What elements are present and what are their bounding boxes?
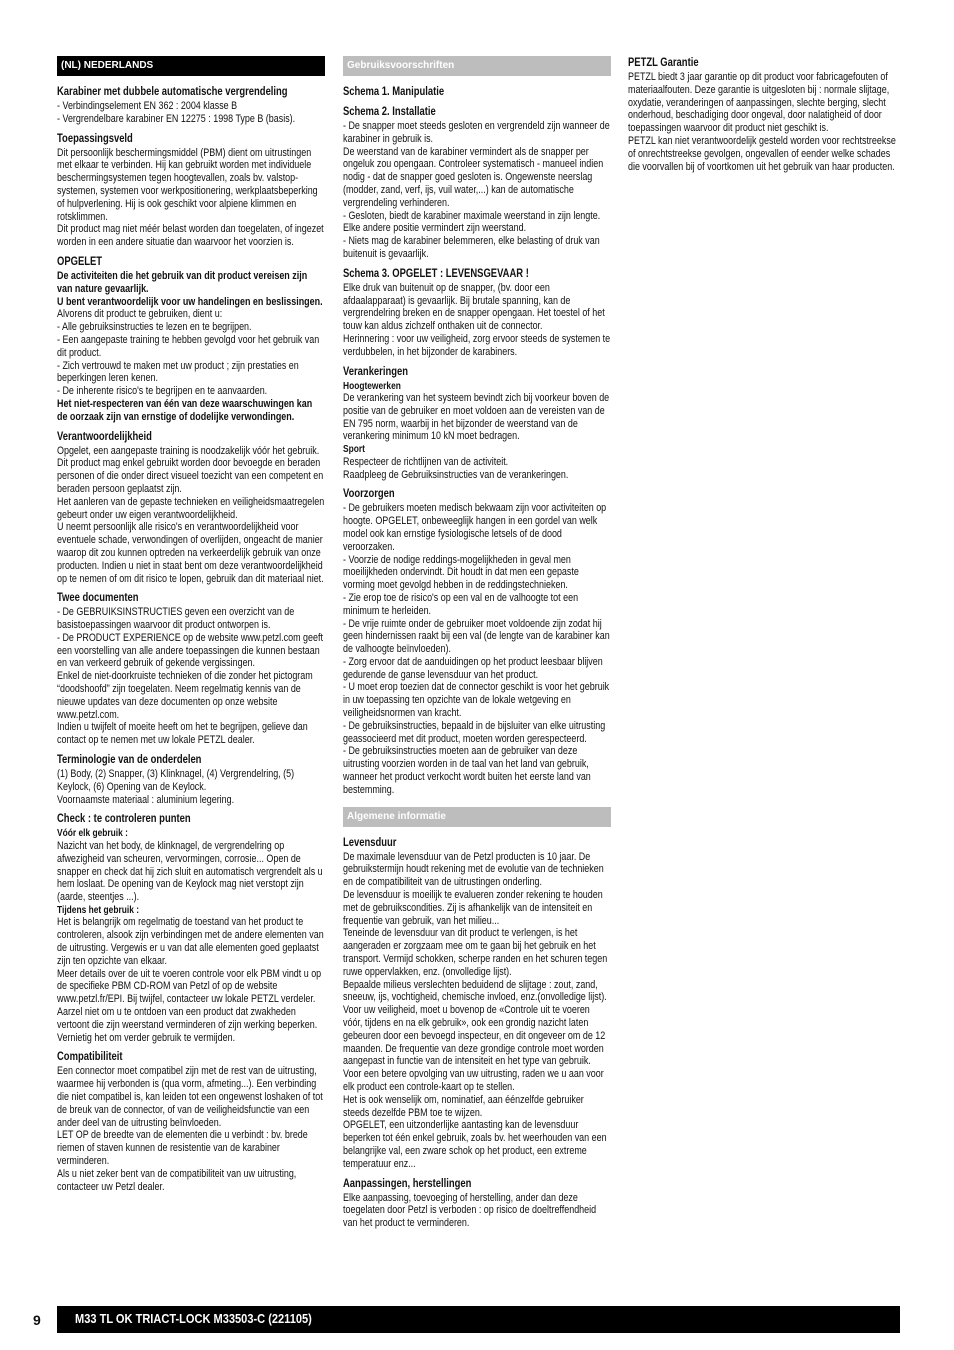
section-schema-1: [343, 85, 611, 99]
section-body: - Verbindingselement EN 362 : 2004 klasse B - Vergrendelbare karabiner EN 12275 : 1998 Type B (basis).: [57, 100, 296, 125]
section-terminologie: [57, 753, 325, 806]
section-title: Verantwoordelijkheid: [57, 430, 152, 443]
section-title: Schema 2. Installatie: [343, 106, 436, 118]
section-body: Alvorens dit product te gebruiken, dient u: - Alle gebruiksinstructies te lezen en te begrijpen. - Een aangepaste training te hebben gevolgd voor het gebruik van dit product. - Zich vertrouwd te maken met uw product ; zijn prestaties en beperkingen leren kenen. - De inherente risico's te begrijpen en te aanvaarden.: [57, 308, 320, 398]
section-title: PETZL Garantie: [628, 57, 699, 69]
page-number: 9: [33, 1312, 41, 1328]
section-body: PETZL biedt 3 jaar garantie op dit product voor fabricagefouten of materiaalfouten. Deze garantie is uitgesloten bij : normale slijtage, oxydatie, veranderingen of aanpassingen, slechte berging, slecht onderhoud, beschadiging door ongeval, door nalatigheid of door toepassingen waarvoor dit product niet geschikt is. PETZL kan niet verantwoordelijk gesteld worden voor rechtstreekse of onrechtstreekse gevolgen, ongevallen of eender welke schades die voorvallen bij of voortkomen uit het gebruik van haar producten.: [628, 71, 896, 173]
warning-text: Het niet-respecteren van één van deze waarschuwingen kan de oorzaak zijn van ernstige of dodelijke verwondingen.: [57, 397, 313, 423]
section-band-algemene-informatie: Algemene informatie: [343, 807, 611, 827]
section-body: Elke aanpassing, toevoeging of herstelling, ander dan deze toegelaten door Petzl is verboden : op risico de doeltreffendheid van het product te verminderen.: [343, 1191, 597, 1230]
section-title: OPGELET: [57, 255, 103, 268]
section-body: - De snapper moet steeds gesloten en vergrendeld zijn wanneer de karabiner in gebruik is. De weerstand van de karabiner vermindert als de snapper per ongeluk zou opengaan. Controleer systematisch - manueel indien nodig - dat de snapper goed gesloten is. Ongewenste neerslag (modder, zand, verf, ijs, vuil water,...) kan de automatische vergrendeling verhinderen. - Gesloten, biedt de karabiner maximale weerstand in zijn lengte. Elke andere positie vermindert zijn weerstand. - Niets mag de karabiner belemmeren, elke belasting of druk van buitenuit is gevaarlijk.: [343, 120, 610, 260]
subsection-title: Hoogtewerken: [343, 379, 401, 392]
warning-text: De activiteiten die het gebruik van dit product vereisen zijn van nature gevaarlijk.: [57, 269, 308, 295]
warning-text: U bent verantwoordelijk voor uw handelingen en beslissingen.: [57, 295, 323, 308]
section-body: Opgelet, een aangepaste training is noodzakelijk vóór het gebruik. Dit product mag enkel gebruikt worden door bevoegde en beraden personen of die onder direct visueel toezicht van een competent en beraden persoon geplaatst zijn. Het aanleren van de gepaste technieken en veiligheidsmaatregelen gebeurt onder uw eigen verantwoordelijkheid. U neemt persoonlijk alle risico's en verantwoordelijkheid voor eventuele schade, verwondingen of overlijden, ongeacht de manier waarop dit zou kunnen optreden na verkeerdelijk gebruik van onze producten. Indien u niet in staat bent om deze verantwoordelijkheid op te nemen of om dit risico te lopen, gebruik dan dit materiaal niet.: [57, 444, 325, 585]
section-compatibiliteit: [57, 1050, 325, 1193]
section-verankeringen: [343, 365, 611, 482]
section-title: Check : te controleren punten: [57, 813, 191, 826]
section-body: - De gebruikers moeten medisch bekwaam zijn voor activiteiten op hoogte. OPGELET, onbeweeglijk hangen in een gordel van welk model ook kan ernstige fysiologische letsels of de dood veroorzaken. - Voorzie de nodige reddings-mogelijkheden in geval men moeilijkheden ondervindt. Dit houdt in dat men een gepaste vorming moet gevolgd hebben in de reddingstechnieken. - Zie erop toe de risico's op een val en de valhoogte tot een minimum te herleiden. - De vrije ruimte onder de gebruiker moet voldoende zijn zodat hij geen hindernissen raakt bij een val (de lengte van de karabiner kan de valhoogte beïnvloeden). - Zorg ervoor dat de aanduidingen op het product leesbaar blijven gedurende de ganse levensduur van het product. - U moet erop toezien dat de connector geschikt is voor het gebruik in uw toepassing ten opzichte van de lokale wetgeving en veiligheidsnormen van kracht. - De gebruiksinstructies, bepaald in de bijsluiter van elke uitrusting geassocieerd met dit product, moeten worden gerespecteerd. - De gebruiksinstructies moeten aan de gebruiker van deze uitrusting voorzien worden in de taal van het land van gebruik, wanneer het product verkocht wordt buiten het eerste land van bestemming.: [343, 502, 610, 796]
section-title: Aanpassingen, herstellingen: [343, 1177, 472, 1190]
section-levensduur: [343, 836, 611, 1171]
section-garantie: [628, 56, 896, 173]
section-body: - De GEBRUIKSINSTRUCTIES geven een overzicht van de basistoepassingen waarvoor dit product ontworpen is. - De PRODUCT EXPERIENCE op de website www.petzl.com geeft een voorstelling van alle andere toepassingen die kunnen bestaan en van verkeerd gebruik of gekende vergissingen. Enkel de niet-doorkruiste technieken of die zonder het pictogram “doodshoofd” zijn toegelaten. Neem regelmatig kennis van de nieuwe updates van deze documenten op onze website www.petzl.com. Indien u twijfelt of moeite heeft om het te begrijpen, gelieve dan contact op te nemen met uw lokale PETZL dealer.: [57, 606, 323, 747]
section-title: Karabiner met dubbele automatische vergrendeling: [57, 86, 288, 98]
subsection-title: Vóór elk gebruik :: [57, 827, 128, 840]
section-opgelet: [57, 255, 325, 424]
section-title: Levensduur: [343, 836, 397, 849]
section-body: (1) Body, (2) Snapper, (3) Klinknagel, (4) Vergrendelring, (5) Keylock, (6) Opening van de Keylock. Voornaamste materiaal : aluminium legering.: [57, 768, 295, 806]
section-karabiner: [57, 85, 325, 126]
section-body: De verankering van het systeem bevindt zich bij voorkeur boven de positie van de gebruiker en moet voldoen aan de vereisten van de EN 795 norm, waarbij in het bijzonder de weerstand van de verankering minimum 10 kN moet bedragen.: [343, 392, 610, 443]
section-title: Compatibiliteit: [57, 1051, 123, 1064]
section-title: Terminologie van de onderdelen: [57, 754, 202, 767]
section-title: Schema 3. OPGELET : LEVENSGEVAAR !: [343, 267, 529, 280]
column-3: [628, 56, 896, 179]
section-band-language: (NL) NEDERLANDS: [57, 56, 325, 76]
section-body: Respecteer de richtlijnen van de activiteit. Raadpleeg de Gebruiksinstructies van de verankeringen.: [343, 455, 569, 481]
section-schema-2: [343, 105, 611, 261]
subsection-title: Tijdens het gebruik :: [57, 903, 139, 916]
section-aanpassingen: [343, 1177, 611, 1230]
column-1: [57, 56, 325, 1199]
section-title: Twee documenten: [57, 592, 139, 605]
section-body: De maximale levensduur van de Petzl producten is 10 jaar. De gebruikstermijn houdt rekening met de evolutie van de technieken en de compatibiliteit van de uitrustingen onderling. De levensduur is moeilijk te evalueren zonder rekening te houden met de gebruikscondities. Zij is afhankelijk van de intensiteit en frequentie van gebruik, van het milieu... Teneinde de levensduur van dit product te verlengen, is het aangeraden er zorgzaam mee om te gaan bij het gebruik en het transport. Vermijd schokken, scherpe randen en het schuren tegen ruwe oppervlakken, enz. (onvolledige lijst). Bepaalde milieus verslechten beduidend de slijtage : zout, zand, sneeuw, ijs, vochtigheid, chemische invloed, enz.(onvolledige lijst). Voor uw veiligheid, moet u bovenop de «Controle uit te voeren vóór, tijdens en na elk gebruik», ook een grondig nazicht laten gebeuren door een bevoegd inspecteur, en dit ongeveer om de 12 maanden. De frequentie van deze grondige controle moet worden aangepast in functie van de intensiteit en het type van gebruik. Voor een betere opvolging van uw uitrusting, raden we u aan voor elk product een controle-kaart op te stellen. Het is ook wenselijk om, nominatief, aan éénzelfde gebruiker steeds dezelfde PBM toe te wijzen. OPGELET, een uitzonderlijke aantasting kan de levensduur beperken tot één enkel gebruik, zoals bv. het weerhouden van een belangrijke val, een zware schok op het product, een extreme temperatuur enz...: [343, 850, 608, 1170]
section-check: [57, 812, 325, 1044]
section-twee-documenten: [57, 591, 325, 747]
section-body: Het is belangrijk om regelmatig de toestand van het product te controleren, alsook zijn verbindingen met de andere elementen van de uitrusting. Vergewis er u van dat alle elementen goed geplaatst zijn ten opzichte van elkaar. Meer details over de uit te voeren controle voor elk PBM vindt u op de specifieke PBM CD-ROM van Petzl of op de website www.petzl.fr/EPI. Bij twijfel, contacteer uw lokale PETZL verdeler. Aarzel niet om u te ontdoen van een product dat zwakheden vertoont die zijn weerstand verminderen of zijn werking beperken. Vernietig het om verder gebruik te vermijden.: [57, 916, 324, 1044]
section-title: Voorzorgen: [343, 488, 395, 501]
subsection-title: Sport: [343, 443, 365, 456]
section-verantwoordelijkheid: [57, 430, 325, 586]
section-title: Toepassingsveld: [57, 132, 133, 145]
footer-title: M33 TL OK TRIACT-LOCK M33503-C (221105): [75, 1311, 312, 1326]
column-2: [343, 56, 611, 1236]
section-voorzorgen: [343, 487, 611, 796]
section-title: Schema 1. Manipulatie: [343, 86, 445, 98]
section-body: Elke druk van buitenuit op de snapper, (bv. door een afdaalapparaat) is gevaarlijk. Bij brutale spanning, kan de vergrendelring breken en de snapper opengaan. Het toestel of het touw kan aldus zichzelf onthaken uit de connector. Herinnering : voor uw veiligheid, zorg ervoor steeds de systemen te verdubbelen, in het bijzonder de karabiners.: [343, 281, 611, 358]
section-title: Verankeringen: [343, 365, 408, 378]
section-schema-3: [343, 267, 611, 359]
section-body: Een connector moet compatibel zijn met de rest van de uitrusting, waarmee hij verbonden is (qua vorm, afmeting...). Een verbinding die niet compatibel is, kan leiden tot een ongewenst loshaken of tot de breuk van de connector, of van de veiligheidsfunctie van een ander deel van de uitrusting beïnvloeden. LET OP de breedte van de elementen die u verbindt : bv. brede riemen of staven kunnen de resistentie van de karabiner verminderen. Als u niet zeker bent van de compatibiliteit van uw uitrusting, contacteer uw Petzl dealer.: [57, 1065, 323, 1193]
section-band-gebruiksvoorschriften: Gebruiksvoorschriften: [343, 56, 611, 76]
section-body: Nazicht van het body, de klinknagel, de vergrendelring op afwezigheid van scheuren, vervormingen, corrosie... Open de snapper en check dat hij zich sluit en automatisch vergrendelt als u hem loslaat. De opening van de Keylock mag niet verstopt zijn (aarde, steentjes ...).: [57, 839, 323, 904]
section-body: Dit persoonlijk beschermingsmiddel (PBM) dient om uitrustingen met elkaar te verbinden. Hij kan gebruikt worden met individuele beschermingsystemen tegen hoogtevallen, zoals bv. valstop-systemen, systemen voor werkpositionering, werkplaatsbeperking of hulpverlening. Hij is ook geschikt voor alpiene klimmen en rotsklimmen. Dit product mag niet méér belast worden dan toegelaten, of ingezet worden in een andere situatie dan waarvoor het voorzien is.: [57, 146, 324, 249]
footer-bar: [57, 1306, 900, 1333]
section-toepassingsveld: [57, 132, 325, 249]
